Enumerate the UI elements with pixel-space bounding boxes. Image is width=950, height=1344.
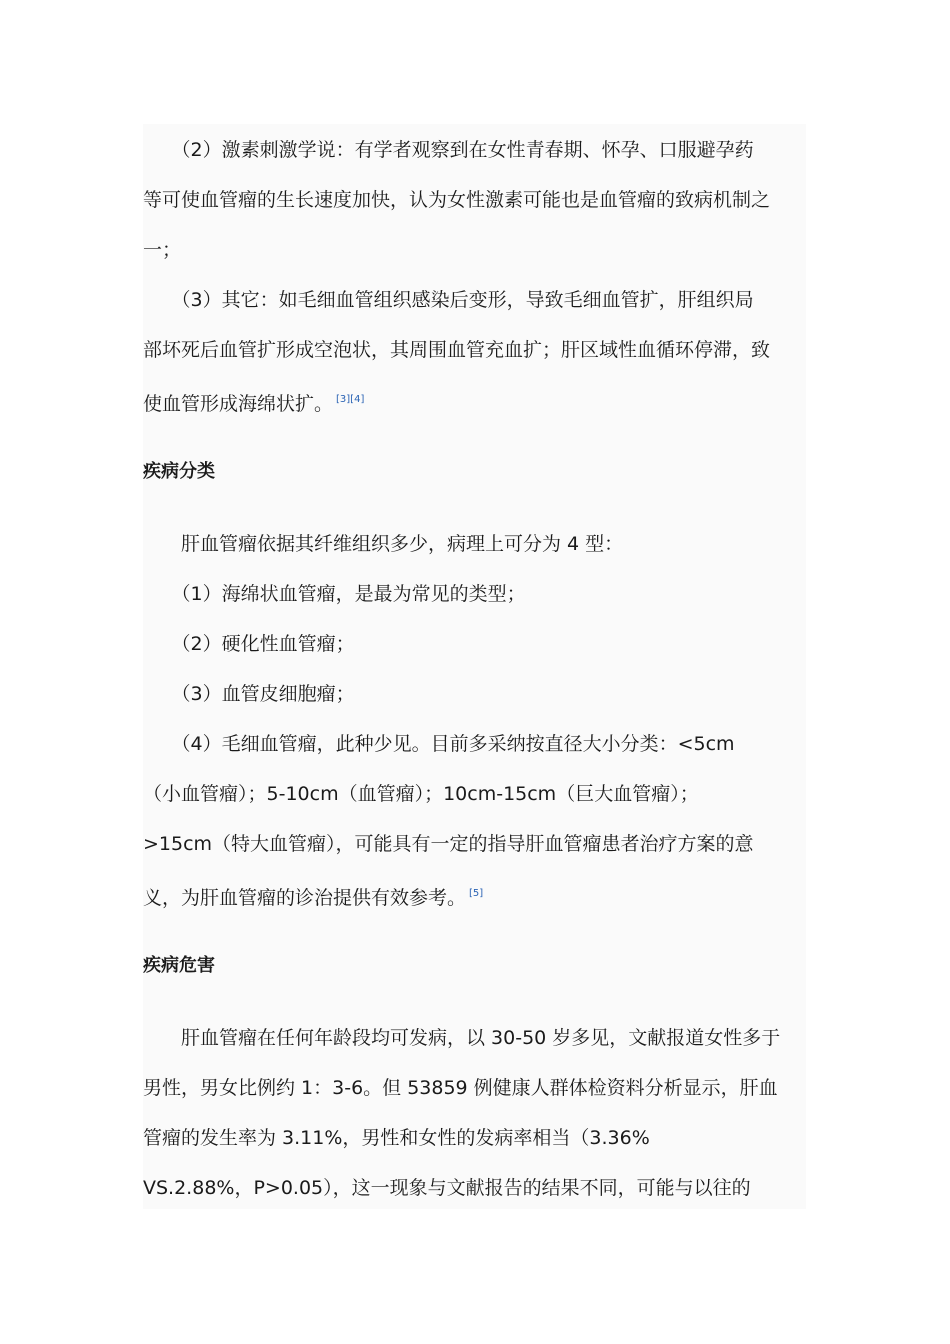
paragraph-line — [143, 238, 181, 262]
line-text: VS.2.88%，P>0.05），这一现象与文献报告的结果不同，可能与以往的 — [143, 1177, 751, 1199]
paragraph-line — [143, 1026, 780, 1050]
line-text: 疾病危害 — [143, 955, 215, 976]
line-text: 部坏死后血管扩形成空泡状，其周围血管充血扩；肝区域性血循环停滞，致 — [143, 339, 771, 361]
line-text: 使血管形成海绵状扩。 — [143, 393, 334, 415]
line-text: 等可使血管瘤的生长速度加快，认为女性激素可能也是血管瘤的致病机制之 — [143, 189, 771, 211]
line-text: （3）血管皮细胞瘤； — [143, 683, 355, 705]
paragraph-line — [143, 288, 754, 312]
paragraph-line — [143, 882, 483, 910]
line-text: 男性，男女比例约 1：3-6。但 53859 例健康人群体检资料分析显示，肝血 — [143, 1077, 778, 1099]
section-heading — [143, 460, 215, 484]
citation-ref[interactable]: [3][4] — [336, 394, 365, 405]
paragraph-line — [143, 1126, 650, 1150]
paragraph-line — [143, 582, 526, 606]
citation-ref[interactable]: [5] — [469, 888, 484, 899]
paragraph-line — [143, 832, 754, 856]
paragraph-line — [143, 138, 754, 162]
line-text: （3）其它：如毛细血管组织感染后变形，导致毛细血管扩，肝组织局 — [143, 289, 754, 311]
paragraph-line — [143, 388, 364, 416]
line-text: （1）海绵状血管瘤，是最为常见的类型； — [143, 583, 526, 605]
paragraph-line — [143, 1176, 751, 1200]
line-text: （4）毛细血管瘤，此种少见。目前多采纳按直径大小分类：<5cm — [143, 733, 735, 755]
line-text: 肝血管瘤在任何年龄段均可发病，以 30-50 岁多见，文献报道女性多于 — [143, 1027, 781, 1049]
paragraph-line — [143, 732, 735, 756]
line-text: 肝血管瘤依据其纤维组织多少，病理上可分为 4 型： — [143, 533, 624, 555]
paragraph-line — [143, 532, 623, 556]
line-text: （2）激素刺激学说：有学者观察到在女性青春期、怀孕、口服避孕药 — [143, 139, 754, 161]
line-text: （2）硬化性血管瘤； — [143, 633, 355, 655]
line-text: 疾病分类 — [143, 461, 215, 482]
paragraph-line — [143, 632, 355, 656]
article-content — [143, 124, 806, 1209]
paragraph-line — [143, 682, 355, 706]
line-text: 义，为肝血管瘤的诊治提供有效参考。 — [143, 887, 467, 909]
section-heading — [143, 954, 215, 978]
paragraph-line — [143, 338, 770, 362]
line-text: （小血管瘤）；5-10cm（血管瘤）；10cm-15cm（巨大血管瘤）； — [143, 783, 699, 805]
line-text: 管瘤的发生率为 3.11%，男性和女性的发病率相当（3.36% — [143, 1127, 650, 1149]
paragraph-line — [143, 782, 699, 806]
paragraph-line — [143, 1076, 778, 1100]
paragraph-line — [143, 188, 770, 212]
line-text: 一； — [143, 239, 182, 261]
line-text: >15cm（特大血管瘤），可能具有一定的指导肝血管瘤患者治疗方案的意 — [143, 833, 754, 855]
